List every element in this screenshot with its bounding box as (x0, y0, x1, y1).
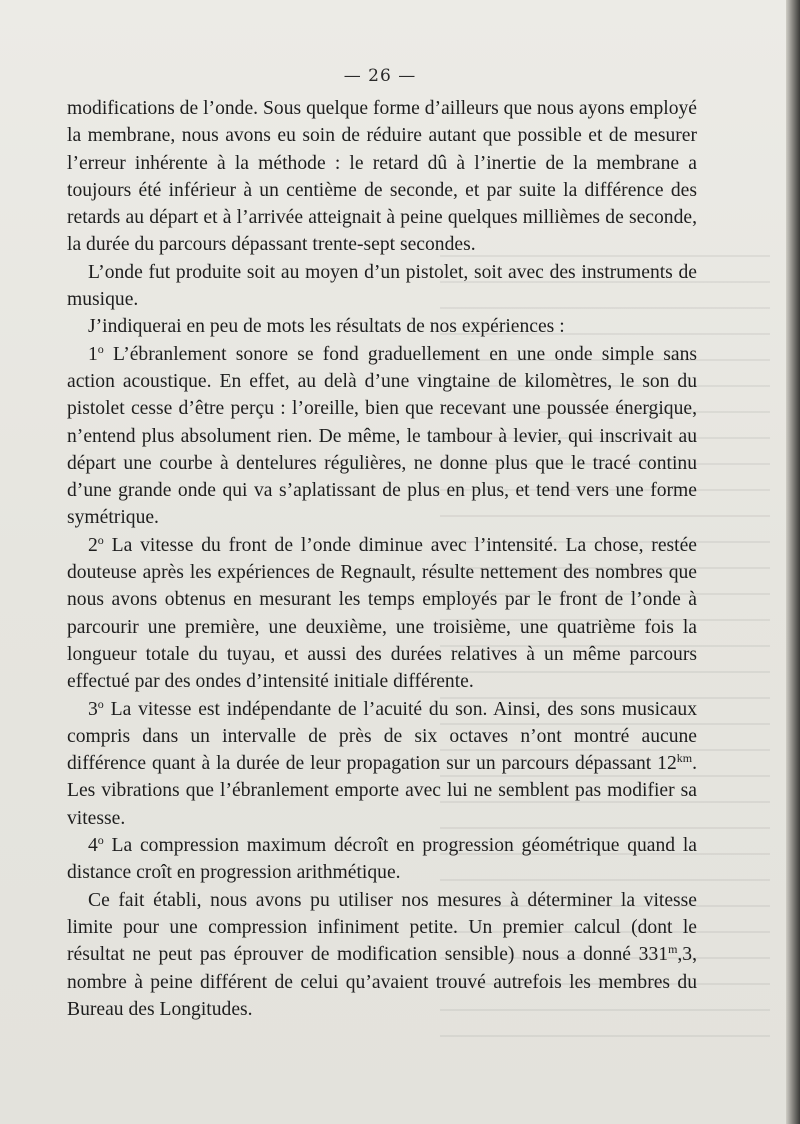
item-3 (67, 696, 697, 832)
item-3-text-after: . Les vibrations que l’ébranlement emporte avec lui ne semblent pas modifier sa vitesse. (67, 753, 697, 829)
item-2 (67, 532, 697, 696)
paragraph-final-text: Ce fait établi, nous avons pu utiliser nos mesures à déterminer la vitesse limite pour une compression infiniment petite. Un premier calcul (dont le résultat ne peut pas éprouver de modification sensible) nous a donné 331 (67, 889, 697, 966)
paragraph-2-text: L’onde fut produite soit au moyen d’un pistolet, soit avec des instruments de musique. (67, 261, 697, 311)
paragraph-3-text: J’indiquerai en peu de mots les résultats de nos expériences : (88, 316, 565, 338)
item-1-text: L’ébranlement sonore se fond graduellement en une onde simple sans action acoustique. En effet, au delà d’une vingtaine de kilomètres, le son du pistolet cesse d’être perçu : l’oreille, bien que recevant une poussée énergique, n’entend plus absolument rien. De même, le tambour à levier, qui inscrivait au départ une courbe à dentelures régulières, ne donne plus que le tracé continu d’une grande onde qui va s’aplatissant de plus en plus, et tend vers une forme symétrique. (67, 343, 697, 529)
item-2-text: La vitesse du front de l’onde diminue avec l’intensité. La chose, restée douteuse après les expériences de Regnault, résulte nettement des nombres que nous avons obtenus en mesurant les temps employés par le front de l’onde à parcourir une première, une deuxième, une troisième, une quatrième fois la longueur totale du tuyau, et aussi des durées relatives à un même parcours effectué par des ondes d’intensité initiale différente. (67, 534, 697, 693)
item-3-unit: km (676, 751, 693, 766)
paragraph-final (67, 887, 697, 1023)
item-1-ordinal: o (97, 341, 104, 356)
item-1-number: 1 (88, 343, 98, 365)
item-2-number: 2 (88, 534, 98, 556)
paragraph-final-text-after: ,3, nombre à peine différent de celui qu’avaient trouvé autrefois les membres du Bureau des Longitudes. (67, 944, 697, 1020)
item-2-ordinal: o (97, 532, 104, 547)
paragraph-3 (67, 313, 697, 340)
body-text (67, 95, 697, 1023)
paragraph-final-unit: m (668, 942, 678, 957)
item-3-number: 3 (88, 698, 98, 720)
item-3-text: La vitesse est indépendante de l’acuité du son. Ainsi, des sons musicaux compris dans un intervalle de près de six octaves n’ont montré aucune différence quant à la durée de leur propagation sur un parcours dépassant 12 (67, 698, 697, 775)
paragraph-2 (67, 259, 697, 314)
page-edge-shadow (786, 0, 800, 1124)
page-number: — 26 — (343, 66, 417, 86)
item-1 (67, 341, 697, 532)
paragraph-1-text: modifications de l’onde. Sous quelque forme d’ailleurs que nous ayons employé la membrane, nous avons eu soin de réduire autant que possible et de mesurer l’erreur inhérente à la méthode : le retard dû à l’inertie de la membrane a toujours été inférieur à un centième de seconde, et par suite la différence des retards au départ et à l’arrivée atteignait à peine quelques millièmes de seconde, la durée du parcours dépassant trente-sept secondes. (67, 98, 697, 256)
paragraph-1 (67, 95, 697, 259)
item-4 (67, 832, 697, 887)
item-4-text: La compression maximum décroît en progression géométrique quand la distance croît en progression arithmétique. (67, 835, 697, 884)
item-4-number: 4 (88, 835, 98, 857)
item-3-ordinal: o (97, 696, 104, 711)
item-4-ordinal: o (97, 833, 104, 848)
